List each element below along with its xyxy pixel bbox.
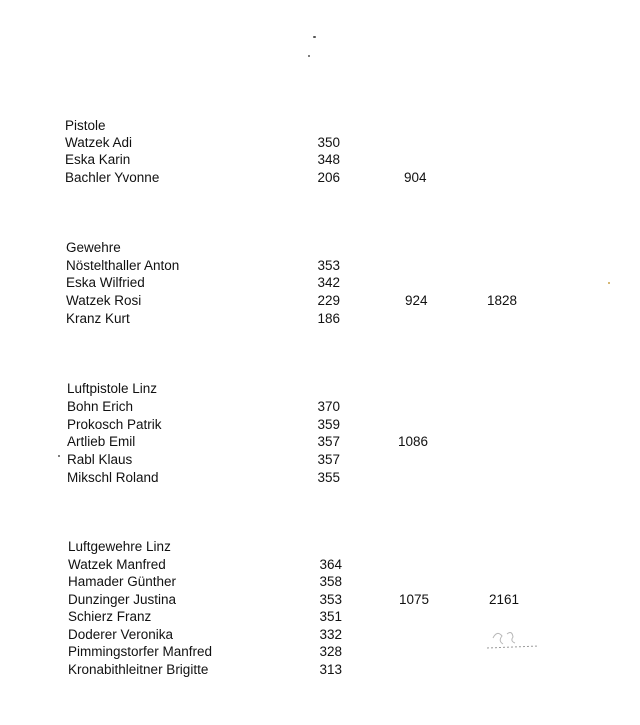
team-total: 1075 <box>399 592 430 607</box>
shooter-score: 229 <box>317 293 340 308</box>
team-total: 1086 <box>398 434 429 449</box>
shooter-score: 351 <box>319 609 342 624</box>
shooter-name: Hamader Günther <box>68 574 177 589</box>
shooter-score: 332 <box>319 627 342 642</box>
grand-total: 1828 <box>487 293 518 308</box>
shooter-name: Kronabithleitner Brigitte <box>68 662 209 677</box>
shooter-score: 364 <box>319 557 342 572</box>
shooter-name: Watzek Adi <box>65 135 133 150</box>
shooter-name: Watzek Rosi <box>66 293 142 308</box>
shooter-score: 370 <box>317 399 340 414</box>
shooter-name: Bohn Erich <box>67 399 134 414</box>
shooter-name: Eska Karin <box>65 152 131 167</box>
shooter-score: 357 <box>317 452 340 467</box>
grand-total: 2161 <box>489 592 520 607</box>
shooter-name: Prokosch Patrik <box>67 417 162 432</box>
shooter-score: 358 <box>319 574 342 589</box>
section-heading: Luftgewehre Linz <box>68 539 171 554</box>
shooter-score: 342 <box>317 275 340 290</box>
scan-speck <box>308 55 310 57</box>
team-total: 904 <box>404 170 427 185</box>
shooter-name: Eska Wilfried <box>66 275 145 290</box>
shooter-score: 353 <box>319 592 342 607</box>
shooter-score: 206 <box>317 170 340 185</box>
section-heading: Luftpistole Linz <box>67 381 158 396</box>
shooter-name: Mikschl Roland <box>67 470 159 485</box>
scan-speck <box>313 36 316 38</box>
scan-speck <box>608 282 610 284</box>
scan-speck <box>58 455 60 457</box>
faint-stamp-mark <box>485 624 545 654</box>
team-total: 924 <box>405 293 428 308</box>
shooter-name: Watzek Manfred <box>68 557 166 572</box>
section-heading: Pistole <box>65 118 106 133</box>
shooter-score: 348 <box>317 152 340 167</box>
shooter-score: 328 <box>319 644 342 659</box>
shooter-name: Kranz Kurt <box>66 311 130 326</box>
section-heading: Gewehre <box>66 240 121 255</box>
shooter-name: Artlieb Emil <box>67 434 136 449</box>
shooter-score: 357 <box>317 434 340 449</box>
shooter-score: 313 <box>319 662 342 677</box>
shooter-name: Doderer Veronika <box>68 627 174 642</box>
shooter-score: 359 <box>317 417 340 432</box>
shooter-name: Rabl Klaus <box>67 452 133 467</box>
shooter-name: Nöstelthaller Anton <box>66 258 180 273</box>
shooter-score: 350 <box>317 135 340 150</box>
shooter-name: Pimmingstorfer Manfred <box>68 644 213 659</box>
shooter-score: 186 <box>317 311 340 326</box>
shooter-name: Schierz Franz <box>68 609 152 624</box>
shooter-name: Dunzinger Justina <box>68 592 177 607</box>
shooter-score: 353 <box>317 258 340 273</box>
shooter-name: Bachler Yvonne <box>65 170 160 185</box>
shooter-score: 355 <box>317 470 340 485</box>
